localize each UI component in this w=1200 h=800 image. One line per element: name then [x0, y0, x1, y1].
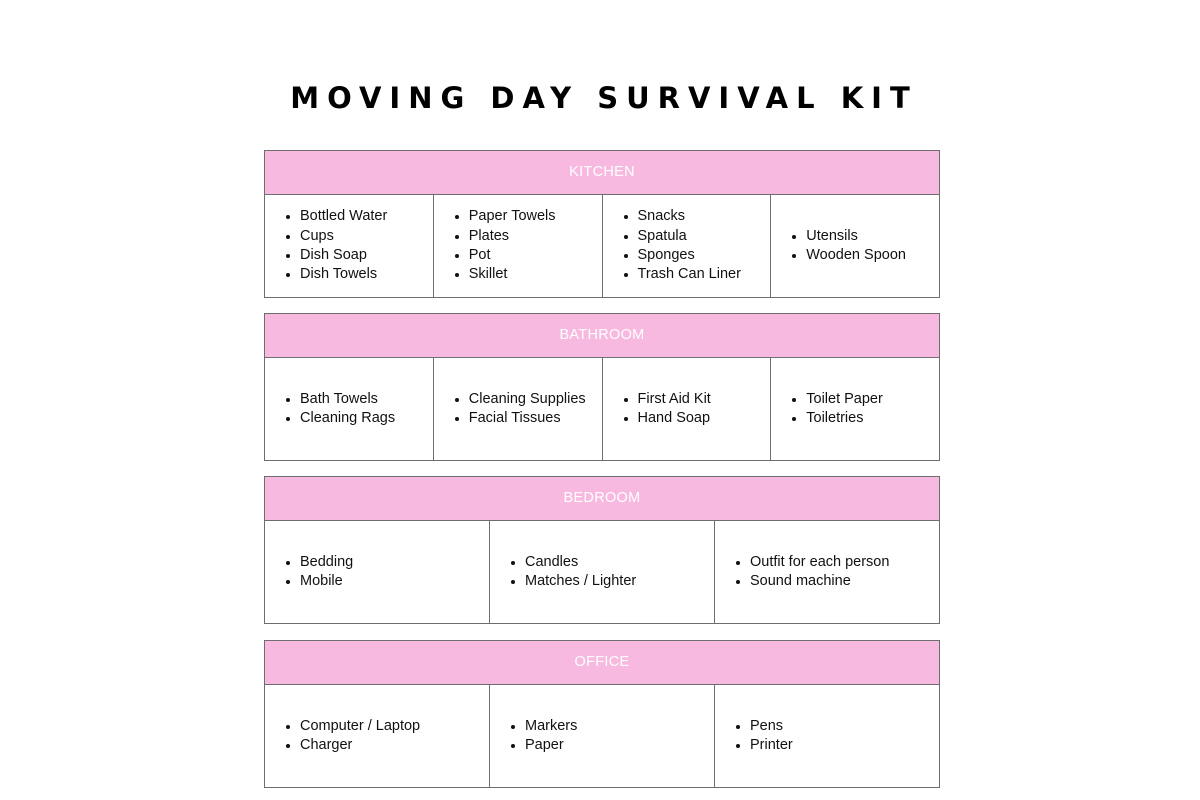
- list-item: Dish Soap: [285, 246, 387, 265]
- section-kitchen: [264, 150, 940, 298]
- list-item: Markers: [510, 717, 577, 736]
- list-item: Paper: [510, 736, 577, 755]
- list-item: Bottled Water: [285, 207, 387, 226]
- column-cell: [490, 521, 715, 623]
- list-item: Charger: [285, 736, 420, 755]
- page-title: MOVING DAY SURVIVAL KIT: [290, 81, 918, 115]
- section-body: [265, 685, 939, 787]
- list-item: Toiletries: [791, 409, 883, 428]
- list-item: Mobile: [285, 572, 353, 591]
- list-item: Dish Towels: [285, 265, 387, 284]
- column-cell: [265, 358, 434, 460]
- list-item: Sound machine: [735, 572, 889, 591]
- column-cell: [265, 685, 490, 787]
- column-cell: [715, 521, 939, 623]
- list-item: Plates: [454, 227, 556, 246]
- section-bathroom: [264, 313, 940, 461]
- item-list: [735, 717, 793, 756]
- section-bedroom: [264, 476, 940, 624]
- item-list: [285, 390, 395, 429]
- column-cell: [434, 358, 603, 460]
- item-list: [735, 553, 889, 592]
- item-list: [285, 207, 387, 284]
- column-cell: [771, 195, 939, 297]
- list-item: Cups: [285, 227, 387, 246]
- section-header: OFFICE: [265, 641, 939, 685]
- list-item: Computer / Laptop: [285, 717, 420, 736]
- list-item: Paper Towels: [454, 207, 556, 226]
- item-list: [285, 717, 420, 756]
- item-list: [623, 207, 741, 284]
- column-cell: [265, 195, 434, 297]
- list-item: Cleaning Supplies: [454, 390, 586, 409]
- list-item: Matches / Lighter: [510, 572, 636, 591]
- section-body: [265, 195, 939, 297]
- list-item: Sponges: [623, 246, 741, 265]
- item-list: [510, 553, 636, 592]
- list-item: Bath Towels: [285, 390, 395, 409]
- item-list: [454, 207, 556, 284]
- list-item: Outfit for each person: [735, 553, 889, 572]
- list-item: Toilet Paper: [791, 390, 883, 409]
- list-item: Wooden Spoon: [791, 246, 906, 265]
- section-office: [264, 640, 940, 788]
- item-list: [623, 390, 711, 429]
- list-item: Printer: [735, 736, 793, 755]
- list-item: Facial Tissues: [454, 409, 586, 428]
- list-item: Cleaning Rags: [285, 409, 395, 428]
- section-body: [265, 358, 939, 460]
- item-list: [510, 717, 577, 756]
- item-list: [791, 227, 906, 266]
- list-item: First Aid Kit: [623, 390, 711, 409]
- section-header: BATHROOM: [265, 314, 939, 358]
- column-cell: [771, 358, 939, 460]
- list-item: Utensils: [791, 227, 906, 246]
- column-cell: [603, 195, 772, 297]
- list-item: Candles: [510, 553, 636, 572]
- column-cell: [715, 685, 939, 787]
- column-cell: [603, 358, 772, 460]
- column-cell: [490, 685, 715, 787]
- section-body: [265, 521, 939, 623]
- section-header: BEDROOM: [265, 477, 939, 521]
- list-item: Pot: [454, 246, 556, 265]
- list-item: Snacks: [623, 207, 741, 226]
- list-item: Skillet: [454, 265, 556, 284]
- item-list: [285, 553, 353, 592]
- section-header: KITCHEN: [265, 151, 939, 195]
- list-item: Trash Can Liner: [623, 265, 741, 284]
- list-item: Spatula: [623, 227, 741, 246]
- column-cell: [265, 521, 490, 623]
- list-item: Pens: [735, 717, 793, 736]
- column-cell: [434, 195, 603, 297]
- item-list: [454, 390, 586, 429]
- item-list: [791, 390, 883, 429]
- list-item: Hand Soap: [623, 409, 711, 428]
- list-item: Bedding: [285, 553, 353, 572]
